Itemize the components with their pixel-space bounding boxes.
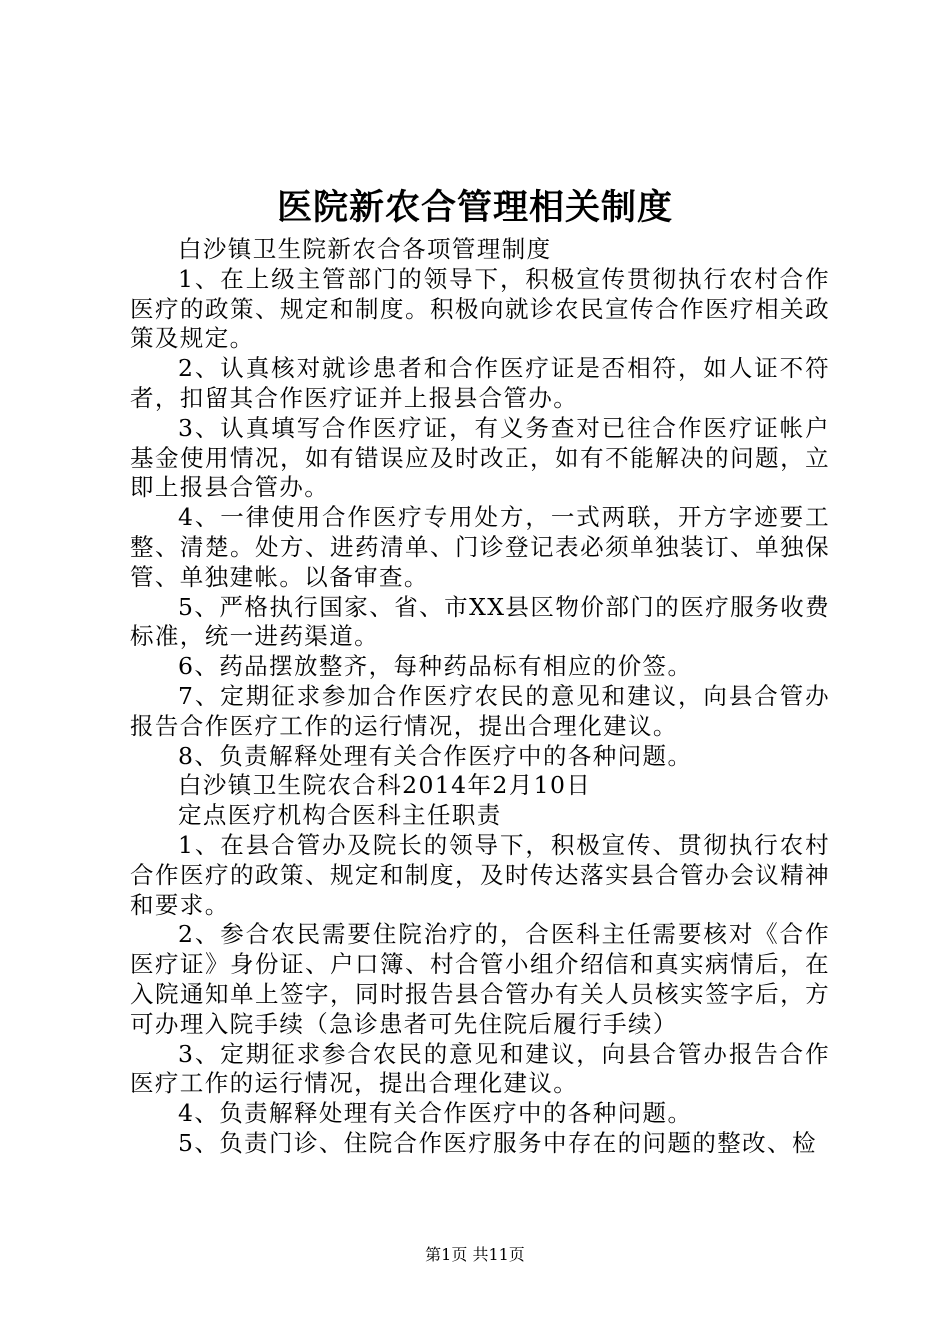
document-title: 医院新农合管理相关制度: [276, 187, 673, 228]
paragraph: 3、认真填写合作医疗证，有义务查对已往合作医疗证帐户基金使用情况，如有错误应及时改正，如有不能解决的问题，立即上报县合管办。: [130, 413, 830, 502]
paragraph: 定点医疗机构合医科主任职责: [178, 801, 502, 830]
paragraph: 8、负责解释处理有关合作医疗中的各种问题。: [178, 741, 693, 770]
paragraph: 6、药品摆放整齐，每种药品标有相应的价签。: [178, 652, 693, 681]
paragraph: 7、定期征求参加合作医疗农民的意见和建议，向县合管办报告合作医疗工作的运行情况，提出合理化建议。: [130, 681, 830, 740]
paragraph: 白沙镇卫生院农合科2014年2月10日: [178, 771, 592, 800]
paragraph: 白沙镇卫生院新农合各项管理制度: [178, 235, 552, 263]
paragraph: 2、参合农民需要住院治疗的，合医科主任需要核对《合作医疗证》身份证、户口簿、村合管小组介绍信和真实病情后，在入院通知单上签字，同时报告县合管办有关人员核实签字后，方可办理入院手续（急诊患者可先住院后履行手续）: [130, 920, 830, 1038]
page-number: 第1页 共11页: [425, 1245, 525, 1264]
paragraph: 4、负责解释处理有关合作医疗中的各种问题。: [178, 1099, 693, 1128]
paragraph: 5、严格执行国家、省、市XX县区物价部门的医疗服务收费标准，统一进药渠道。: [130, 592, 830, 651]
paragraph: 2、认真核对就诊患者和合作医疗证是否相符，如人证不符者，扣留其合作医疗证并上报县合管办。: [130, 354, 830, 412]
paragraph: 4、一律使用合作医疗专用处方，一式两联，开方字迹要工整、清楚。处方、进药清单、门诊登记表必须单独装订、单独保管、单独建帐。以备审查。: [130, 503, 830, 591]
paragraph: 1、在县合管办及院长的领导下，积极宣传、贯彻执行农村合作医疗的政策、规定和制度，及时传达落实县合管办会议精神和要求。: [130, 830, 830, 919]
paragraph: 1、在上级主管部门的领导下，积极宣传贯彻执行农村合作医疗的政策、规定和制度。积极向就诊农民宣传合作医疗相关政策及规定。: [130, 264, 830, 353]
paragraph: 5、负责门诊、住院合作医疗服务中存在的问题的整改、检: [178, 1128, 817, 1157]
paragraph: 3、定期征求参合农民的意见和建议，向县合管办报告合作医疗工作的运行情况，提出合理化建议。: [130, 1039, 830, 1098]
document-body: [130, 235, 830, 1159]
